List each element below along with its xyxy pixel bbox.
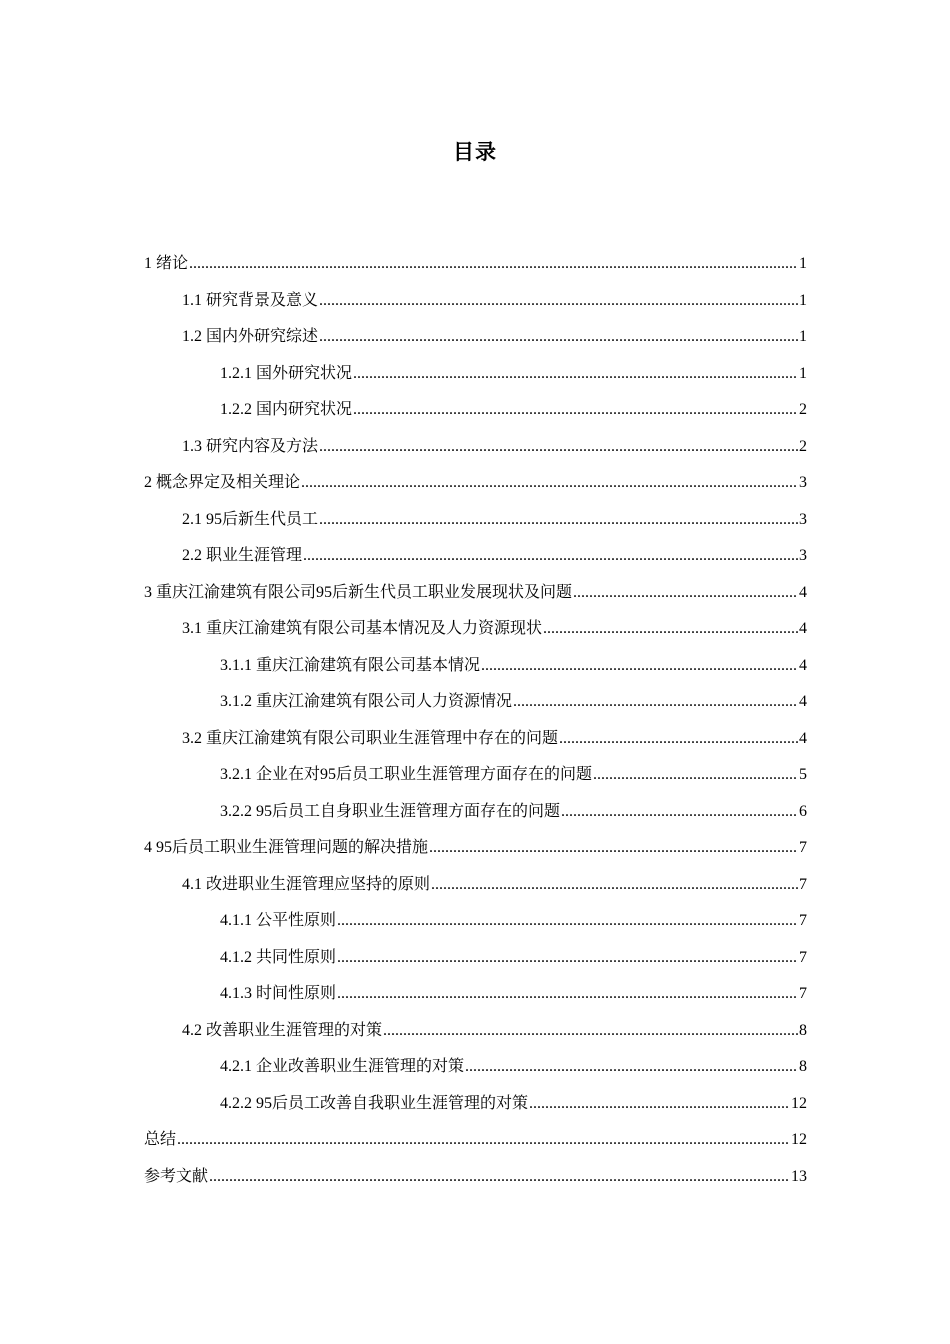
toc-entry-title: 总结 xyxy=(144,1131,177,1148)
toc-page-number: 1 xyxy=(799,291,807,309)
toc-dot-leader xyxy=(319,429,798,466)
toc-entry[interactable] xyxy=(144,1013,807,1050)
toc-dot-leader xyxy=(319,319,798,356)
toc-page-number: 7 xyxy=(799,948,807,966)
toc-dot-leader xyxy=(559,721,798,758)
toc-page-number: 7 xyxy=(799,839,807,856)
toc-entry[interactable] xyxy=(144,392,807,429)
toc-dot-leader xyxy=(337,976,798,1013)
toc-page-number: 1 xyxy=(799,328,807,345)
toc-page-number: 4 xyxy=(799,620,807,637)
toc-dot-leader xyxy=(337,903,798,940)
toc-dot-leader xyxy=(513,684,798,721)
toc-page-number: 3 xyxy=(799,547,807,564)
toc-page-number: 1 xyxy=(799,364,807,382)
toc-page-number: 4 xyxy=(799,729,807,747)
toc-entry-title: 3.2 重庆江渝建筑有限公司职业生涯管理中存在的问题 xyxy=(182,729,559,747)
toc-entry-title: 3.1 重庆江渝建筑有限公司基本情况及人力资源现状 xyxy=(182,620,543,637)
toc-page-number: 3 xyxy=(799,474,807,491)
toc-entry-title: 4.1.2 共同性原则 xyxy=(220,948,337,966)
toc-dot-leader xyxy=(465,1049,798,1086)
toc-entry-title: 4.2.1 企业改善职业生涯管理的对策 xyxy=(220,1058,465,1075)
toc-dot-leader xyxy=(189,246,798,283)
toc-dot-leader xyxy=(593,757,798,794)
toc-entry-title: 1.2 国内外研究综述 xyxy=(182,328,319,345)
toc-entry-title: 参考文献 xyxy=(144,1167,209,1185)
toc-dot-leader xyxy=(529,1086,790,1123)
toc-entry-title: 3.1.2 重庆江渝建筑有限公司人力资源情况 xyxy=(220,693,513,710)
toc-entry[interactable] xyxy=(144,575,807,612)
toc-entry-title: 4.2.2 95后员工改善自我职业生涯管理的对策 xyxy=(220,1094,529,1112)
toc-page-number: 4 xyxy=(799,693,807,710)
toc-entry-title: 4.1.1 公平性原则 xyxy=(220,912,337,929)
toc-entry-title: 2.2 职业生涯管理 xyxy=(182,547,303,564)
toc-dot-leader xyxy=(319,283,798,320)
toc-page-number: 12 xyxy=(791,1094,807,1112)
toc-entry[interactable] xyxy=(144,246,807,283)
toc-dot-leader xyxy=(383,1013,798,1050)
toc-dot-leader xyxy=(543,611,798,648)
toc-page-number: 7 xyxy=(799,912,807,929)
toc-page-number: 1 xyxy=(799,255,807,272)
toc-entry-title: 4.1 改进职业生涯管理应坚持的原则 xyxy=(182,875,431,893)
toc-entry[interactable] xyxy=(144,283,807,320)
toc-entry[interactable] xyxy=(144,356,807,393)
toc-page-number: 13 xyxy=(791,1167,807,1185)
toc-dot-leader xyxy=(209,1159,790,1196)
toc-entry[interactable] xyxy=(144,976,807,1013)
table-of-contents xyxy=(144,246,807,1195)
toc-entry-title: 2 概念界定及相关理论 xyxy=(144,474,301,491)
toc-page-number: 8 xyxy=(799,1021,807,1039)
toc-entry[interactable] xyxy=(144,1049,807,1086)
toc-page-number: 4 xyxy=(799,583,807,601)
toc-entry-title: 4.2 改善职业生涯管理的对策 xyxy=(182,1021,383,1039)
toc-dot-leader xyxy=(353,392,798,429)
toc-page-number: 8 xyxy=(799,1058,807,1075)
toc-entry[interactable] xyxy=(144,465,807,502)
toc-page-number: 2 xyxy=(799,437,807,455)
toc-dot-leader xyxy=(573,575,798,612)
toc-entry-title: 1.3 研究内容及方法 xyxy=(182,437,319,455)
toc-entry[interactable] xyxy=(144,1122,807,1159)
toc-page-number: 4 xyxy=(799,656,807,674)
toc-entry-title: 1.2.2 国内研究状况 xyxy=(220,401,353,418)
toc-entry[interactable] xyxy=(144,757,807,794)
toc-page-number: 12 xyxy=(791,1131,807,1148)
toc-page-number: 7 xyxy=(799,875,807,893)
toc-page-number: 5 xyxy=(799,766,807,783)
toc-dot-leader xyxy=(337,940,798,977)
toc-entry[interactable] xyxy=(144,940,807,977)
toc-entry[interactable] xyxy=(144,867,807,904)
toc-dot-leader xyxy=(481,648,798,685)
toc-entry-title: 4.1.3 时间性原则 xyxy=(220,985,337,1002)
toc-page-number: 3 xyxy=(799,510,807,528)
toc-entry[interactable] xyxy=(144,903,807,940)
toc-dot-leader xyxy=(431,867,798,904)
toc-entry[interactable] xyxy=(144,538,807,575)
toc-entry-title: 4 95后员工职业生涯管理问题的解决措施 xyxy=(144,839,429,856)
toc-entry[interactable] xyxy=(144,429,807,466)
toc-entry-title: 1.1 研究背景及意义 xyxy=(182,291,319,309)
toc-entry-title: 1 绪论 xyxy=(144,255,189,272)
toc-dot-leader xyxy=(301,465,798,502)
toc-entry-title: 1.2.1 国外研究状况 xyxy=(220,364,353,382)
page-title: 目录 xyxy=(453,140,497,164)
toc-entry-title: 3 重庆江渝建筑有限公司95后新生代员工职业发展现状及问题 xyxy=(144,583,573,601)
toc-dot-leader xyxy=(561,794,798,831)
toc-entry-title: 3.2.2 95后员工自身职业生涯管理方面存在的问题 xyxy=(220,802,561,820)
toc-entry-title: 2.1 95后新生代员工 xyxy=(182,510,319,528)
toc-entry[interactable] xyxy=(144,1159,807,1196)
toc-dot-leader xyxy=(177,1122,790,1159)
toc-entry[interactable] xyxy=(144,830,807,867)
toc-entry[interactable] xyxy=(144,319,807,356)
toc-page-number: 2 xyxy=(799,401,807,418)
toc-entry-title: 3.1.1 重庆江渝建筑有限公司基本情况 xyxy=(220,656,481,674)
toc-entry[interactable] xyxy=(144,684,807,721)
toc-dot-leader xyxy=(319,502,798,539)
toc-entry[interactable] xyxy=(144,502,807,539)
toc-page-number: 6 xyxy=(799,802,807,820)
toc-entry[interactable] xyxy=(144,611,807,648)
toc-entry[interactable] xyxy=(144,721,807,758)
toc-page-number: 7 xyxy=(799,985,807,1002)
toc-dot-leader xyxy=(429,830,798,867)
toc-entry[interactable] xyxy=(144,794,807,831)
toc-dot-leader xyxy=(353,356,798,393)
toc-entry[interactable] xyxy=(144,1086,807,1123)
toc-dot-leader xyxy=(303,538,798,575)
toc-entry[interactable] xyxy=(144,648,807,685)
toc-entry-title: 3.2.1 企业在对95后员工职业生涯管理方面存在的问题 xyxy=(220,766,593,783)
